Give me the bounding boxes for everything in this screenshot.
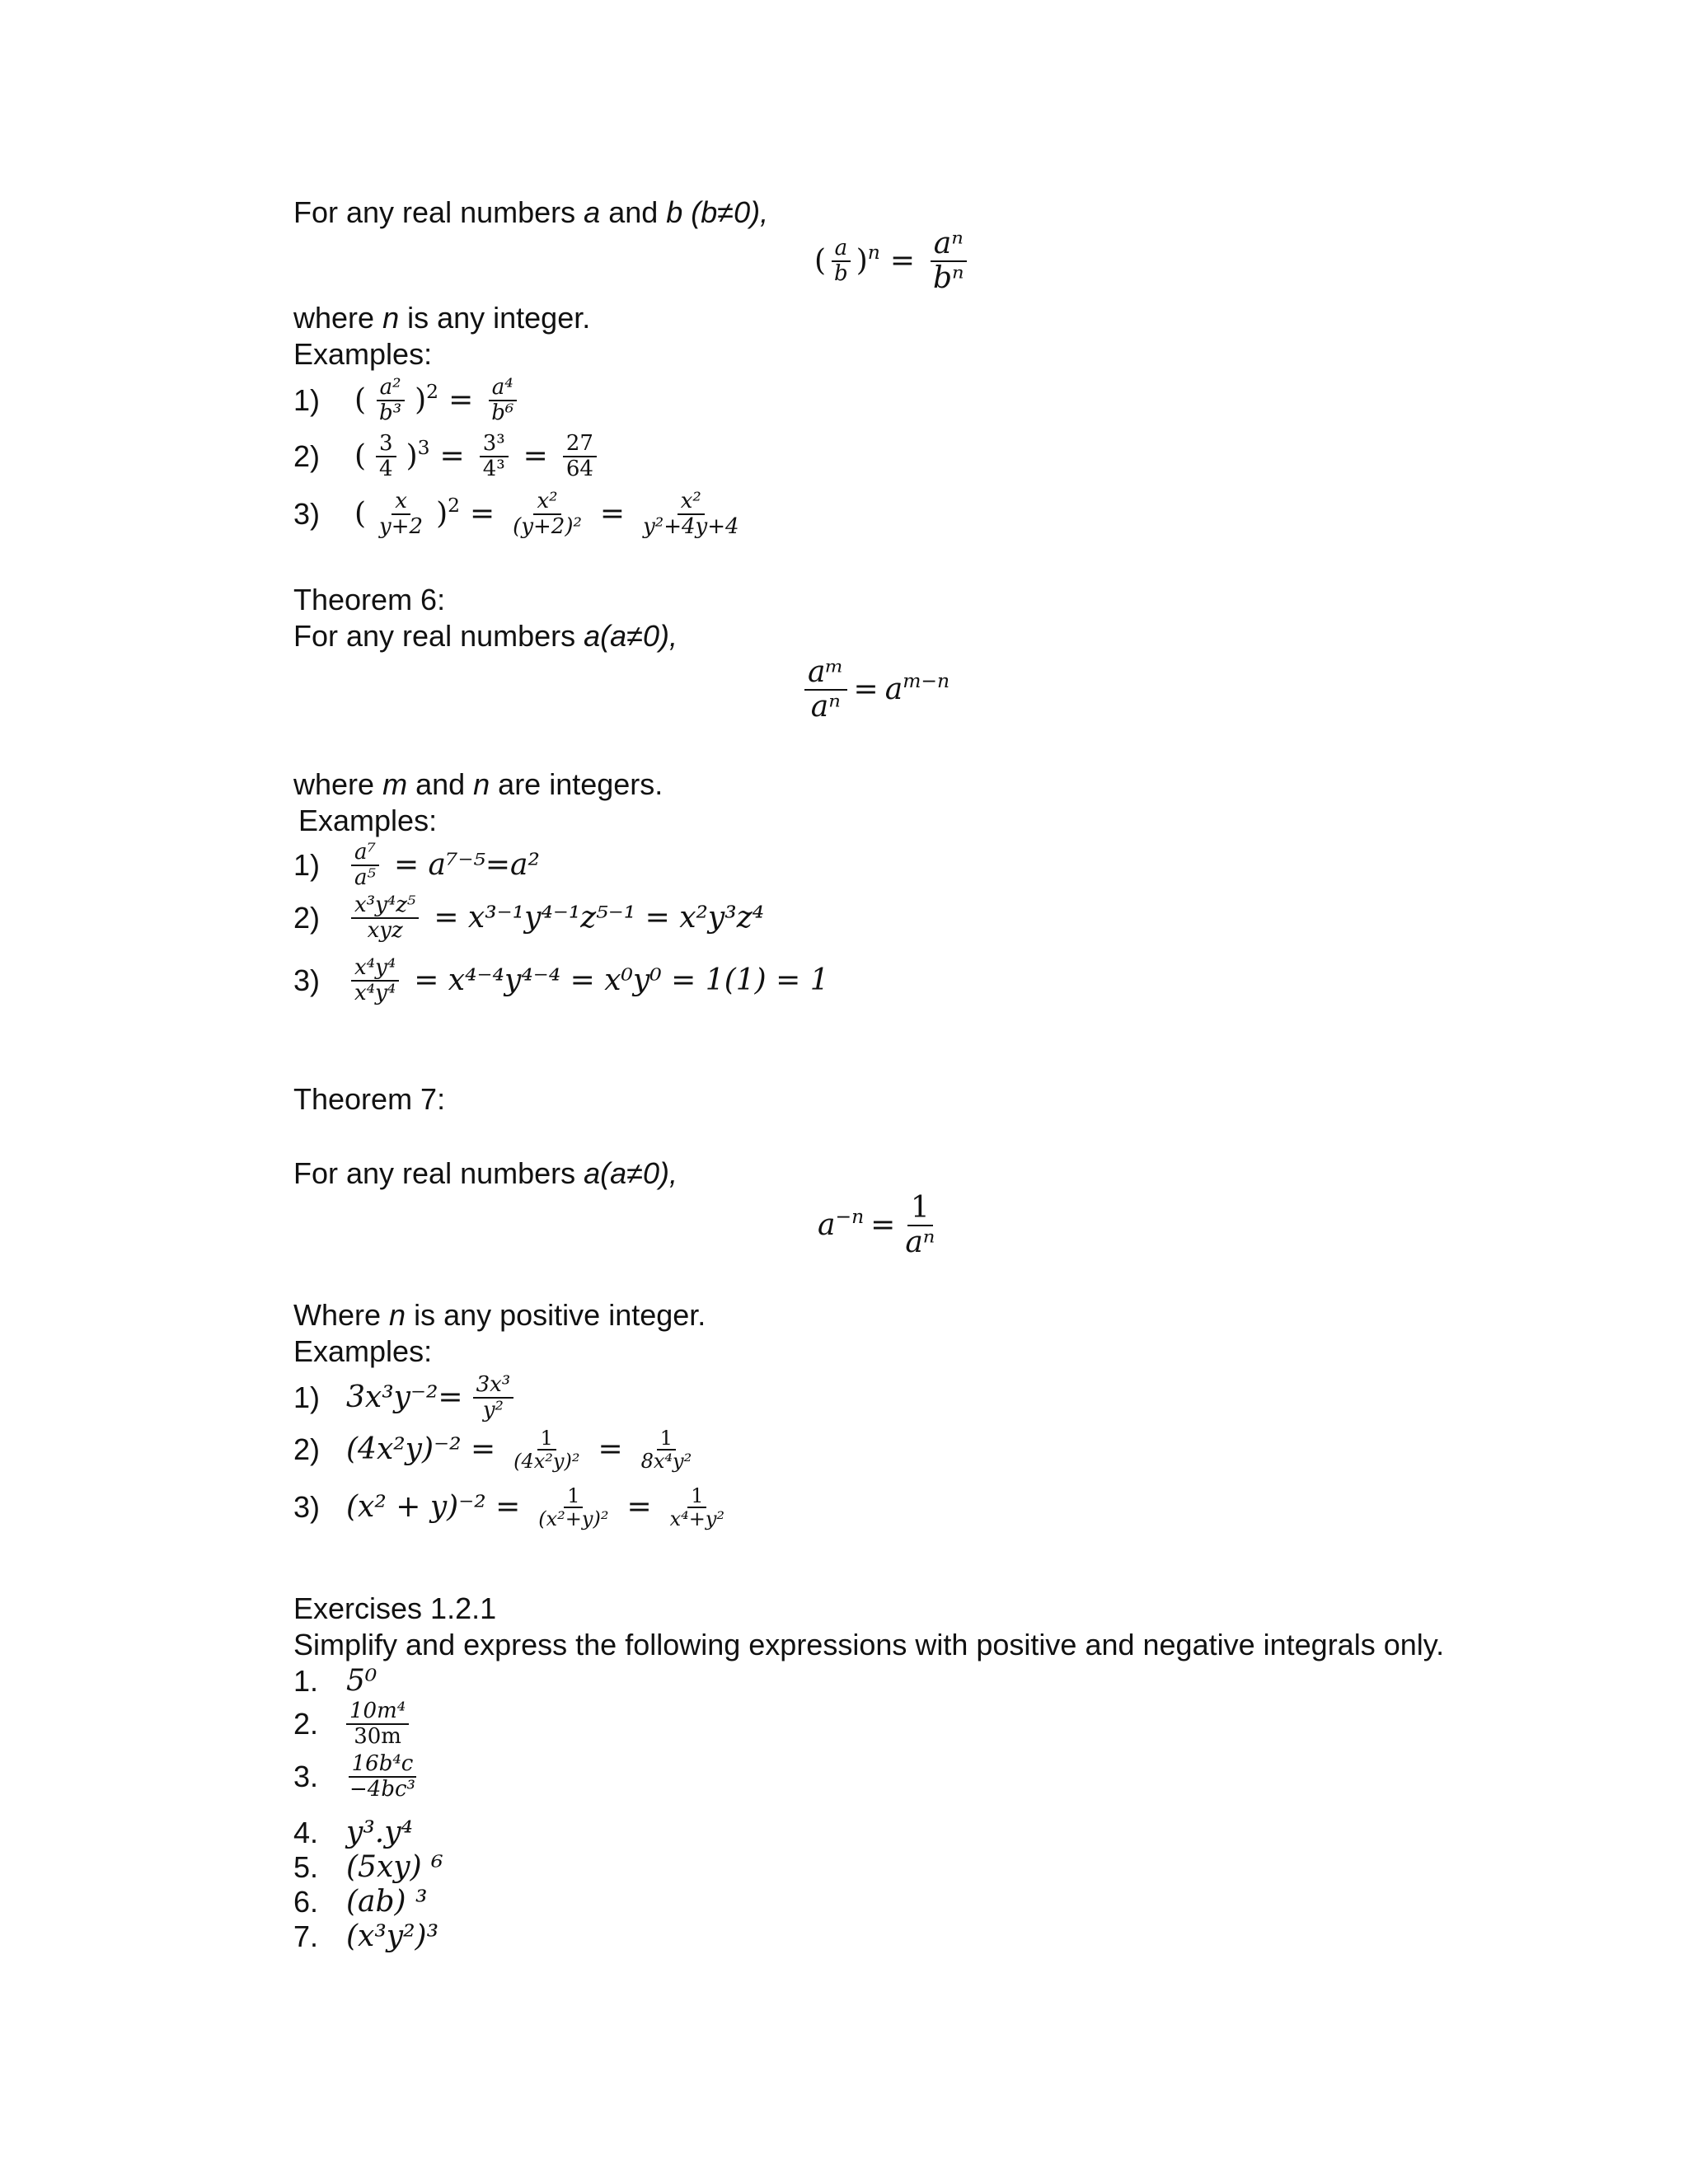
theorem6-title: Theorem 6: [293, 583, 446, 616]
theorem7-example-1: 1) 3x³y⁻²= $\frac{\text{3x³}}{\text{y²}}$ [293, 1373, 513, 1422]
theorem7-formula: $a^{-n}$ = $\frac{1}{\text{aⁿ}}$ [818, 1191, 935, 1259]
quotient-power-formula: ( $\frac{a}{b}$ )$^n$ = $\frac{\text{aⁿ}}{\text{bⁿ}}$ [814, 227, 973, 294]
exercise-item-7: 7. (x³y²)³ [293, 1919, 439, 1953]
theorem7-intro: For any real numbers a(a≠0), [293, 1156, 678, 1190]
formula-rhs-fraction: $\frac{\text{aⁿ}}{\text{bⁿ}}$ [930, 227, 968, 294]
theorem7-example-2: 2) (4x²y)⁻² = $\frac{1}{\text{(4x²y)²}}$ = $\frac{1}{\text{8x⁴y²}}$ [293, 1427, 692, 1474]
theorem6-formula: $\frac{\text{aᵐ}}{\text{aⁿ}}$ = $a^{m-n}$ [804, 656, 950, 723]
theorem6-intro: For any real numbers a(a≠0), [293, 619, 678, 653]
intro-prefix: For any real numbers [293, 195, 584, 229]
quotient-example-2: 2) ( $\frac{3}{4}$ )$^3$ = $\frac{\text{3³}}{\text{4³}}$ = $\frac{27}{64}$ [293, 432, 602, 480]
quotient-where: where n is any integer. [293, 301, 591, 335]
exercise-item-5: 5. (5xy) ⁶ [293, 1850, 443, 1884]
quotient-example-3: 3) ( $\frac{x}{y+2}$ )$^2$ = $\frac{\text{x²}}{\text{(y+2)²}}$ = $\frac{\text{x²}}{\text{y²+4y+4}}$ [293, 489, 739, 539]
examples-label: Examples: [293, 337, 433, 371]
exercises-title: Exercises 1.2.1 [293, 1591, 497, 1625]
exercise-item-1: 1. 5⁰ [293, 1664, 377, 1698]
theorem6-example-3: 3) $\frac{\text{x⁴y⁴}}{\text{x⁴y⁴}}$ = x⁴⁻⁴y⁴⁻⁴ = x⁰y⁰ = 1(1) = 1 [293, 955, 829, 1005]
intro-condition: (b≠0), [682, 195, 769, 229]
theorem6-example-1: 1) $\frac{\text{a⁷}}{\text{a⁵}}$ = a⁷⁻⁵=a² [293, 840, 540, 890]
theorem7-example-3: 3) (x² + y)⁻² = $\frac{1}{\text{(x²+y)²}}$ = $\frac{1}{\text{x⁴+y²}}$ [293, 1484, 725, 1531]
theorem7-examples-label: Examples: [293, 1334, 433, 1368]
var-a: a [584, 195, 601, 229]
exercises-instruction: Simplify and express the following expressions with positive and negative integrals only. [293, 1628, 1445, 1661]
quotient-intro [293, 196, 768, 229]
theorem7-title: Theorem 7: [293, 1082, 446, 1116]
exercise-item-3: 3. $\frac{\text{16b⁴c}}{\text{−4bc³}}$ [293, 1751, 415, 1802]
theorem6-where: where m and n are integers. [293, 767, 663, 801]
exercise-item-2: 2. $\frac{\text{10m⁴}}{30m}$ [293, 1699, 409, 1748]
theorem6-examples-label: Examples: [298, 804, 438, 837]
exercise-item-4: 4. y³.y⁴ [293, 1816, 413, 1849]
formula-lhs-fraction: $\frac{a}{b}$ [831, 237, 851, 285]
intro-and: and [600, 195, 667, 229]
quotient-example-1: 1) ( $\frac{\text{a²}}{\text{b³}}$ )$^2$ = $\frac{\text{a⁴}}{\text{b⁶}}$ [293, 376, 522, 424]
exercise-item-6: 6. (ab) ³ [293, 1885, 428, 1919]
theorem7-where: Where n is any positive integer. [293, 1298, 706, 1332]
theorem6-example-2: 2) $\frac{\text{x³y⁴z⁵}}{\text{xyz}}$ = x³⁻¹y⁴⁻¹z⁵⁻¹ = x²y³z⁴ [293, 893, 765, 943]
var-b: b [666, 195, 683, 229]
